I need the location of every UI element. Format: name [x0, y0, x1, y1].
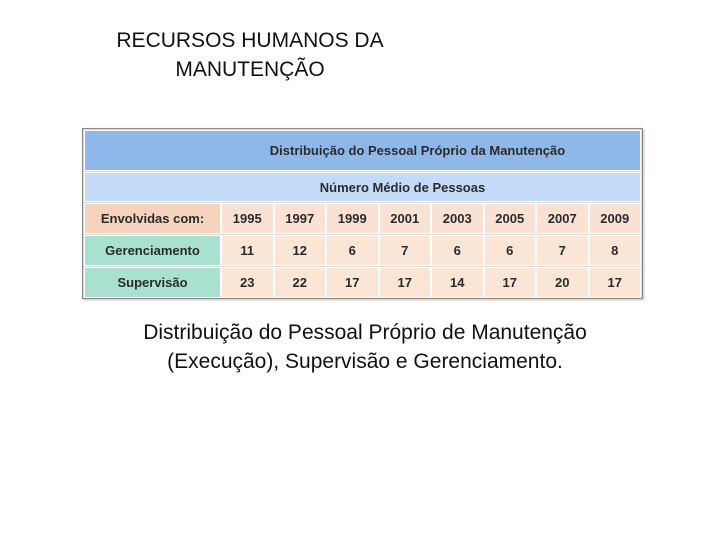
value-cell: 22 [274, 267, 327, 298]
value-cell: 20 [536, 267, 589, 298]
year-cell: 2005 [484, 203, 537, 234]
value-cell: 6 [484, 235, 537, 266]
year-cell: 2007 [536, 203, 589, 234]
value-cell: 6 [431, 235, 484, 266]
value-cell: 12 [274, 235, 327, 266]
table-row-gerenciamento [84, 235, 641, 266]
value-cell: 14 [431, 267, 484, 298]
year-cell: 1997 [274, 203, 327, 234]
row-label-cell: Supervisão [84, 267, 221, 298]
year-cell: 2003 [431, 203, 484, 234]
value-cell: 23 [221, 267, 274, 298]
value-cell: 17 [326, 267, 379, 298]
value-cell: 17 [484, 267, 537, 298]
year-cell: 2009 [589, 203, 642, 234]
staff-distribution-table [82, 128, 643, 299]
slide-caption [70, 318, 660, 376]
slide-title-line-2: MANUTENÇÃO [175, 58, 325, 81]
caption-line-2: (Execução), Supervisão e Gerenciamento. [167, 350, 563, 373]
value-cell: 17 [589, 267, 642, 298]
table-header-row [84, 203, 641, 234]
year-cell: 2001 [379, 203, 432, 234]
row-label-cell: Gerenciamento [84, 235, 221, 266]
year-cell: 1999 [326, 203, 379, 234]
year-cell: 1995 [221, 203, 274, 234]
header-label-cell: Envolvidas com: [84, 203, 221, 234]
value-cell: 7 [379, 235, 432, 266]
value-cell: 6 [326, 235, 379, 266]
table-row-supervisao [84, 267, 641, 298]
value-cell: 11 [221, 235, 274, 266]
value-cell: 17 [379, 267, 432, 298]
caption-line-1: Distribuição do Pessoal Próprio de Manutenção [143, 321, 587, 344]
value-cell: 7 [536, 235, 589, 266]
slide-title-line-1: RECURSOS HUMANOS DA [116, 29, 384, 52]
table-title: Distribuição do Pessoal Próprio da Manutenção [84, 130, 641, 171]
slide-title [80, 26, 420, 84]
table-subtitle: Número Médio de Pessoas [84, 172, 641, 202]
value-cell: 8 [589, 235, 642, 266]
